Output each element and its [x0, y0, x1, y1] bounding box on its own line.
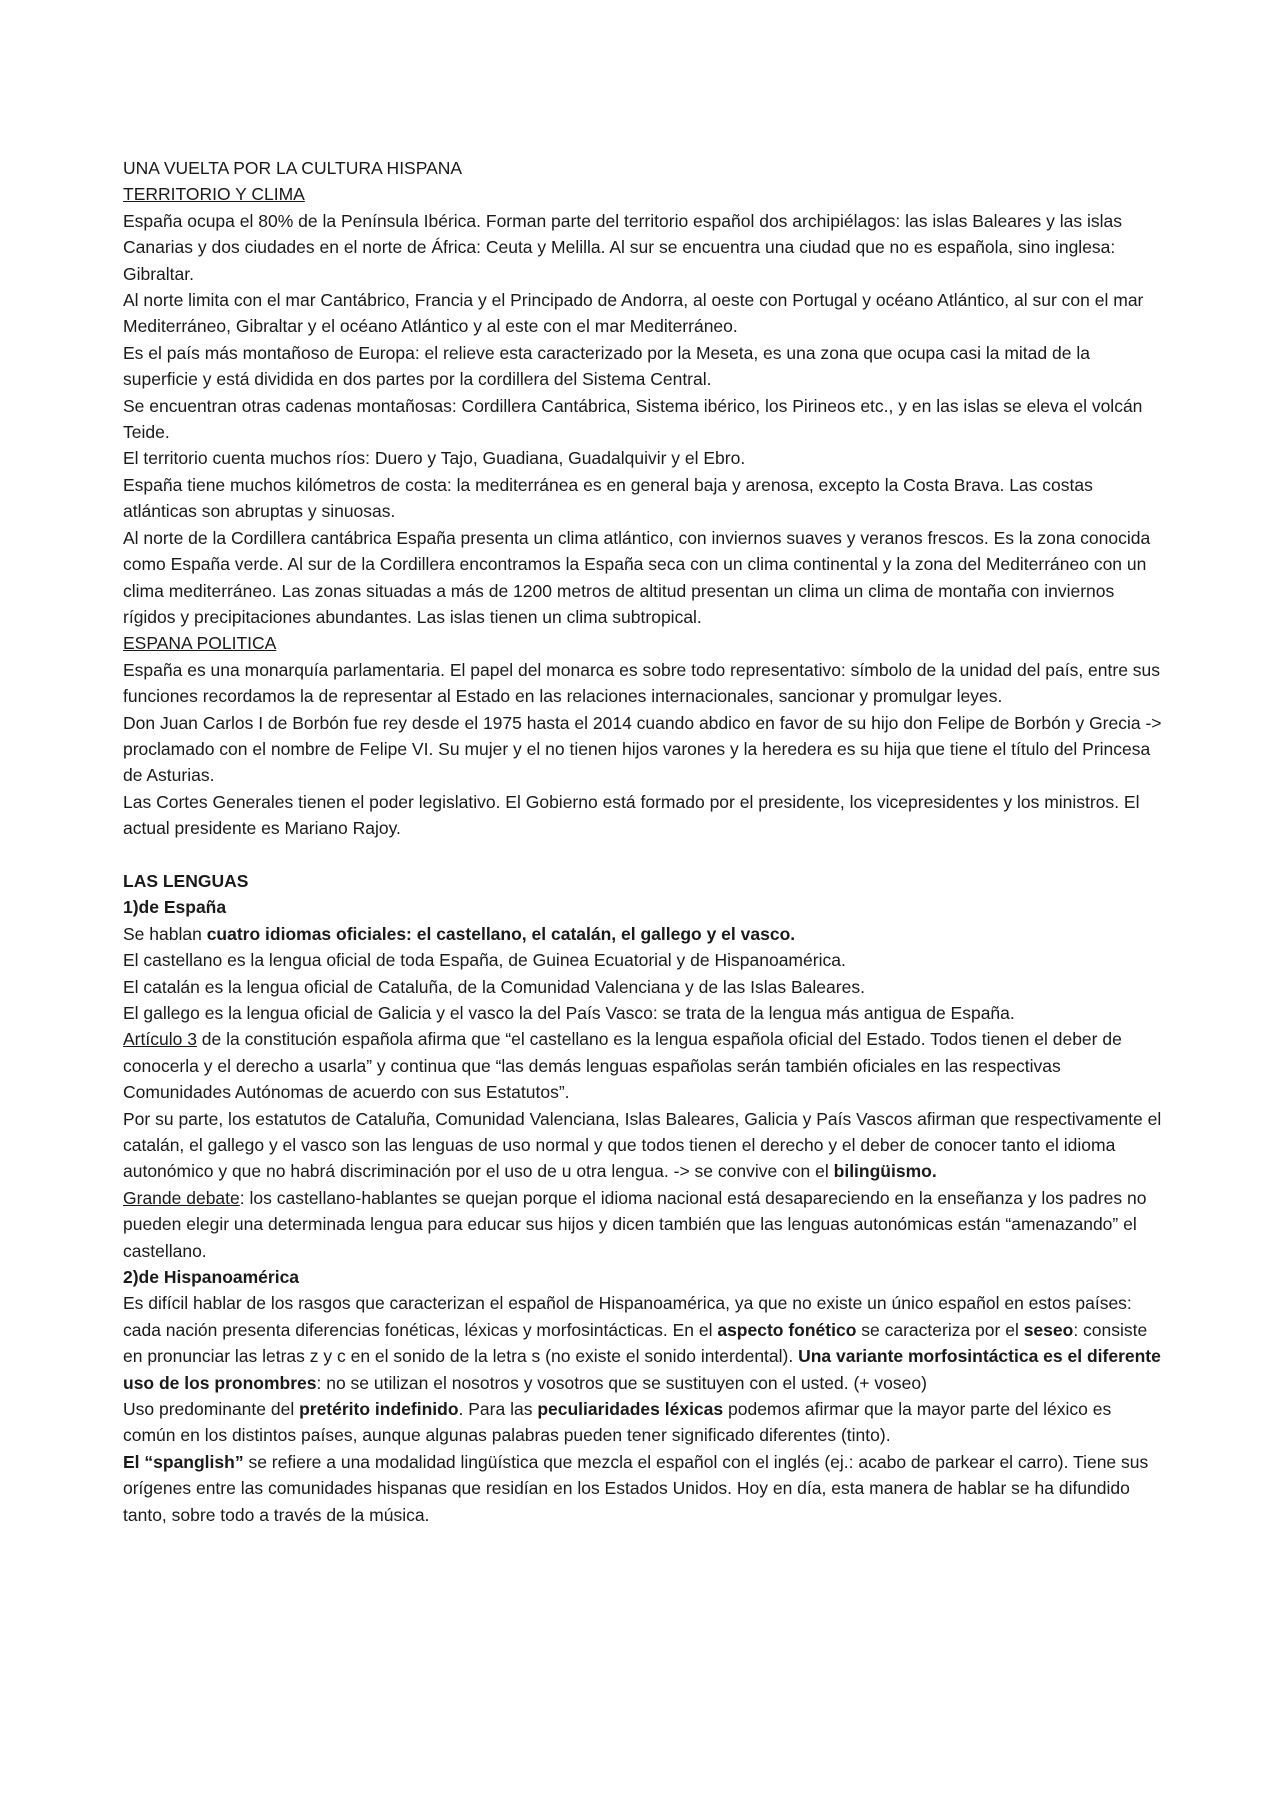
bold-text: aspecto fonético [717, 1319, 857, 1340]
bold-text: cuatro idiomas oficiales: el castellano, el catalán, el gallego y el vasco. [206, 923, 796, 944]
document-page [123, 155, 1168, 1528]
paragraph [123, 1290, 1168, 1396]
text-run: Es difícil hablar de los rasgos que caracterizan el español de Hispanoamérica, ya que no existe un único español en estos países: cada nación presenta diferencias fonéticas, léxicas y morfosintácticas. En el [123, 1293, 1132, 1340]
text-run: de la constitución española afirma que “el castellano es la lengua española oficial del Estado. Todos tienen el deber de conocerla y el derecho a usarla” y continua que “las demás lenguas españolas serán también oficiales en las respectivas Comunidades Autónomas de acuerdo con sus Estatutos”. [123, 1029, 1122, 1103]
text-run: Se hablan [123, 923, 207, 944]
text-run: se caracteriza por el [856, 1319, 1024, 1340]
paragraph: El catalán es la lengua oficial de Cataluña, de la Comunidad Valenciana y de las Islas Baleares. [123, 976, 865, 997]
paragraph: España tiene muchos kilómetros de costa: la mediterránea es en general baja y arenosa, excepto la Costa Brava. Las costas atlánticas son abruptas y sinuosas. [123, 474, 1093, 522]
text-run: . Para las [458, 1399, 538, 1420]
bold-text: El “spanglish” [123, 1451, 244, 1472]
text-run: : no se utilizan el nosotros y vosotros que se sustituyen con el usted. (+ voseo) [316, 1372, 927, 1393]
subheading-de-hispanoamerica: 2)de Hispanoamérica [123, 1267, 300, 1288]
paragraph [123, 1185, 1168, 1264]
bold-text: Una variante morfosintáctica es el diferente uso de los pronombres [123, 1346, 1161, 1393]
paragraph [123, 1026, 1168, 1105]
heading-espana-politica: ESPANA POLITICA [123, 633, 277, 654]
paragraph: España es una monarquía parlamentaria. El papel del monarca es sobre todo representativo: símbolo de la unidad del país, entre sus funciones recordamos la de representar al Estado en las relaciones internacionales, sancionar y promulgar leyes. [123, 659, 1161, 707]
paragraph: Es el país más montañoso de Europa: el relieve esta caracterizado por la Meseta, es una zona que ocupa casi la mitad de la superficie y está dividida en dos partes por la cordillera del Sistema Central. [123, 342, 1090, 390]
bold-text: peculiaridades léxicas [537, 1399, 724, 1420]
paragraph [123, 1396, 1168, 1449]
paragraph [123, 1449, 1168, 1528]
paragraph: El castellano es la lengua oficial de toda España, de Guinea Ecuatorial y de Hispanoamérica. [123, 950, 846, 971]
text-run: Uso predominante del [123, 1399, 300, 1420]
underlined-text: Artículo 3 [123, 1029, 197, 1050]
paragraph: Al norte de la Cordillera cantábrica España presenta un clima atlántico, con inviernos suaves y veranos frescos. Es la zona conocida como España verde. Al sur de la Cordillera encontramos la España seca con un clima continental y la zona del Mediterráneo con un clima mediterráneo. Las zonas situadas a más de 1200 metros de altitud presentan un clima un clima de montaña con inviernos rígidos y precipitaciones abundantes. Las islas tienen un clima subtropical. [123, 527, 1151, 627]
bold-text: pretérito indefinido [299, 1399, 459, 1420]
paragraph: Se encuentran otras cadenas montañosas: Cordillera Cantábrica, Sistema ibérico, los Pirineos etc., y en las islas se eleva el volcán Teide. [123, 395, 1143, 443]
text-run: Por su parte, los estatutos de Cataluña, Comunidad Valenciana, Islas Baleares, Galicia y País Vascos afirman que respectivamente el catalán, el gallego y el vasco son las lenguas de uso normal y que todos tienen el derecho y el deber de conocer tanto el idioma autonómico y que no habrá discriminación por el uso de u otra lengua. -> se convive con el [123, 1108, 1162, 1182]
paragraph: España ocupa el 80% de la Península Ibérica. Forman parte del territorio español dos archipiélagos: las islas Baleares y las islas Canarias y dos ciudades en el norte de África: Ceuta y Melilla. Al sur se encuentra una ciudad que no es española, sino inglesa: Gibraltar. [123, 210, 1123, 284]
paragraph: El gallego es la lengua oficial de Galicia y el vasco la del País Vasco: se trata de la lengua más antigua de España. [123, 1002, 1015, 1023]
bold-text: seseo [1023, 1319, 1074, 1340]
paragraph: Al norte limita con el mar Cantábrico, Francia y el Principado de Andorra, al oeste con Portugal y océano Atlántico, al sur con el mar Mediterráneo, Gibraltar y el océano Atlántico y al este con el mar Mediterráneo. [123, 290, 1144, 337]
text-run: podemos afirmar que la mayor parte del léxico es común en los distintos países, aunque algunas palabras pueden tener significado diferentes (tinto). [123, 1399, 1112, 1446]
heading-las-lenguas: LAS LENGUAS [123, 870, 249, 891]
paragraph: Don Juan Carlos I de Borbón fue rey desde el 1975 hasta el 2014 cuando abdico en favor de su hijo don Felipe de Borbón y Grecia -> proclamado con el nombre de Felipe VI. Su mujer y el no tienen hijos varones y la heredera es su hija que tiene el título del Princesa de Asturias. [123, 712, 1162, 786]
text-run: : consiste en pronunciar las letras z y c en el sonido de la letra s (no existe el sonido interdental). [123, 1319, 1148, 1367]
paragraph: El territorio cuenta muchos ríos: Duero y Tajo, Guadiana, Guadalquivir y el Ebro. [123, 448, 746, 469]
paragraph [123, 921, 1168, 947]
bold-text: bilingüismo. [833, 1161, 937, 1182]
underlined-text: Grande debate [123, 1187, 240, 1208]
subheading-de-espana: 1)de España [123, 897, 227, 918]
paragraph: Las Cortes Generales tienen el poder legislativo. El Gobierno está formado por el presidente, los vicepresidentes y los ministros. El actual presidente es Mariano Rajoy. [123, 791, 1140, 839]
paragraph [123, 1106, 1168, 1185]
heading-territorio-clima: TERRITORIO Y CLIMA [123, 184, 305, 205]
document-title: UNA VUELTA POR LA CULTURA HISPANA [123, 158, 463, 178]
blank-line [123, 842, 1168, 868]
text-run: : los castellano-hablantes se quejan porque el idioma nacional está desapareciendo en la enseñanza y los padres no pueden elegir una determinada lengua para educar sus hijos y dicen también que las lenguas autonómicas están “amenazando” el castellano. [123, 1187, 1147, 1261]
text-run: se refiere a una modalidad lingüística que mezcla el español con el inglés (ej.: acabo de parkear el carro). Tiene sus orígenes entre las comunidades hispanas que residían en los Estados Unidos. Hoy en día, esta manera de hablar se ha difundido tanto, sobre todo a través de la música. [123, 1451, 1149, 1525]
